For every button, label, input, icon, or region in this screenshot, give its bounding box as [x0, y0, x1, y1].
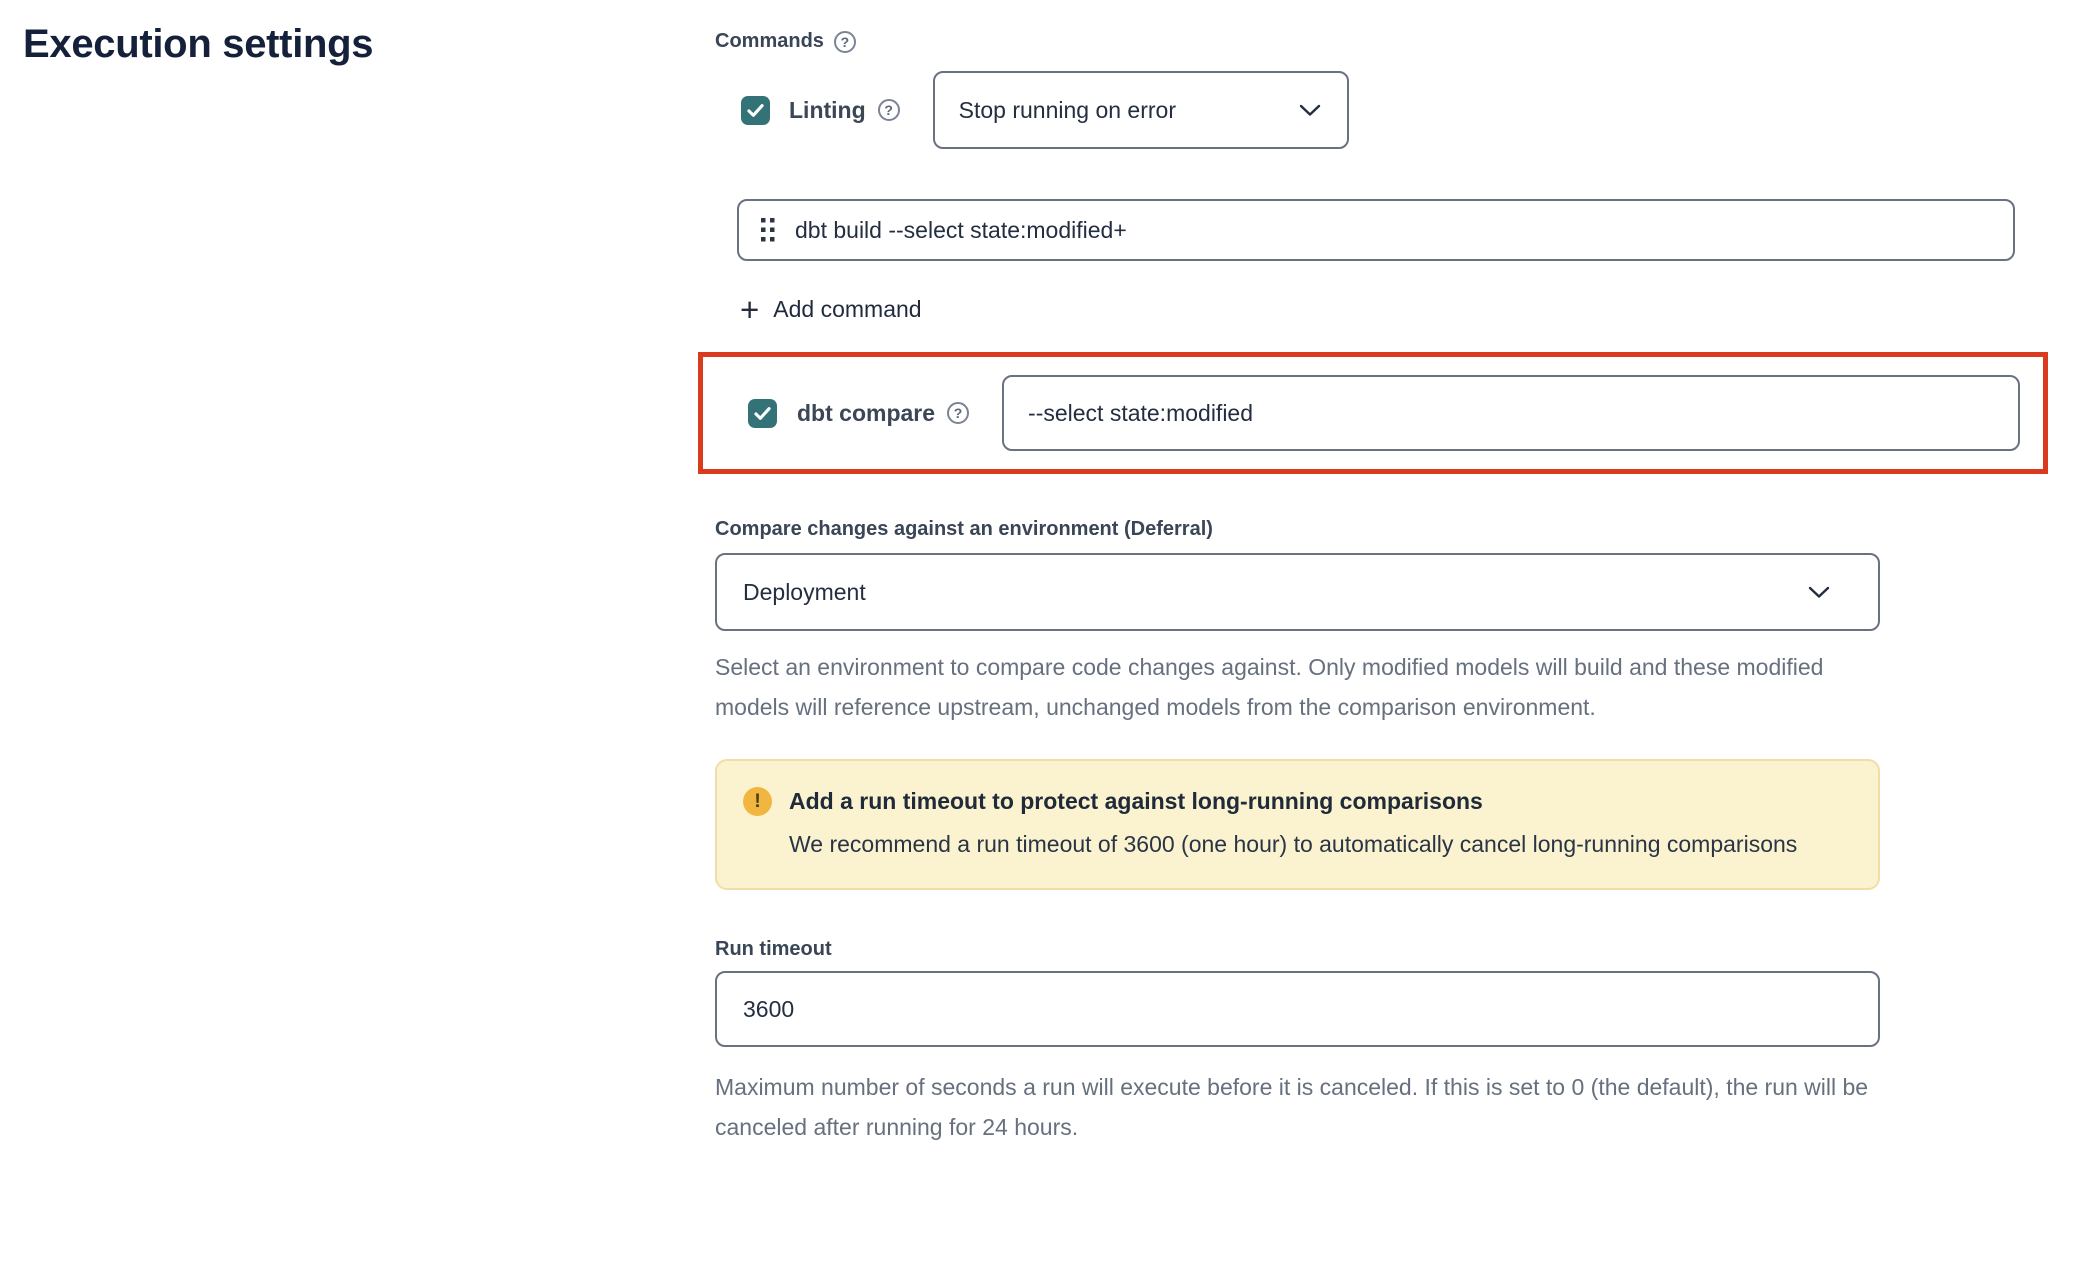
execution-settings-form [715, 30, 2075, 1147]
deferral-description: Select an environment to compare code changes against. Only modified models will build and these modified models will reference upstream, unchanged models from the comparison environment. [715, 654, 1824, 720]
warning-content [789, 785, 1809, 864]
run-timeout-warning-callout [715, 759, 1880, 890]
linting-mode-dropdown[interactable] [933, 71, 1349, 149]
deferral-label [715, 518, 2075, 541]
command-input[interactable] [795, 201, 1993, 259]
commands-label-row [715, 30, 2075, 53]
command-row [737, 199, 2015, 261]
run-timeout-input[interactable] [743, 973, 1854, 1045]
add-command-label: Add command [773, 296, 922, 322]
deferral-environment-value: Deployment [743, 578, 866, 605]
page-title: Execution settings [23, 22, 374, 66]
run-timeout-field [715, 971, 1880, 1047]
warning-icon: ! [743, 787, 772, 816]
drag-handle-icon[interactable] [761, 218, 775, 242]
dbt-compare-checkbox[interactable] [748, 399, 777, 428]
dbt-compare-label: dbt compare [797, 399, 936, 426]
linting-checkbox[interactable] [741, 96, 770, 125]
linting-label: Linting [789, 96, 866, 123]
run-timeout-label [715, 938, 2075, 961]
commands-label: Commands [715, 30, 824, 52]
check-icon [752, 403, 773, 424]
dbt-compare-field [1002, 375, 2020, 451]
run-timeout-label-text: Run timeout [715, 938, 832, 960]
chevron-down-icon [1808, 586, 1830, 599]
plus-icon: + [740, 291, 760, 328]
linting-mode-value: Stop running on error [958, 96, 1176, 123]
annotation-highlight [698, 352, 2048, 474]
run-timeout-description: Maximum number of seconds a run will execute before it is canceled. If this is set to 0 (the default), the run will be canceled after running for 24 hours. [715, 1074, 1869, 1140]
linting-row [715, 71, 2075, 149]
dbt-compare-input[interactable] [1028, 377, 1998, 449]
chevron-down-icon [1299, 104, 1321, 117]
commands-help-icon[interactable]: ? [834, 31, 856, 53]
linting-help-icon[interactable]: ? [878, 99, 900, 121]
warning-title: Add a run timeout to protect against long-running comparisons [789, 788, 1483, 814]
check-icon [745, 100, 766, 121]
add-command-button[interactable] [740, 293, 922, 326]
warning-body: We recommend a run timeout of 3600 (one hour) to automatically cancel long-running comparisons [789, 831, 1798, 857]
deferral-environment-dropdown[interactable] [715, 553, 1880, 631]
deferral-label-text: Compare changes against an environment (Deferral) [715, 518, 1213, 540]
dbt-compare-help-icon[interactable]: ? [947, 402, 969, 424]
